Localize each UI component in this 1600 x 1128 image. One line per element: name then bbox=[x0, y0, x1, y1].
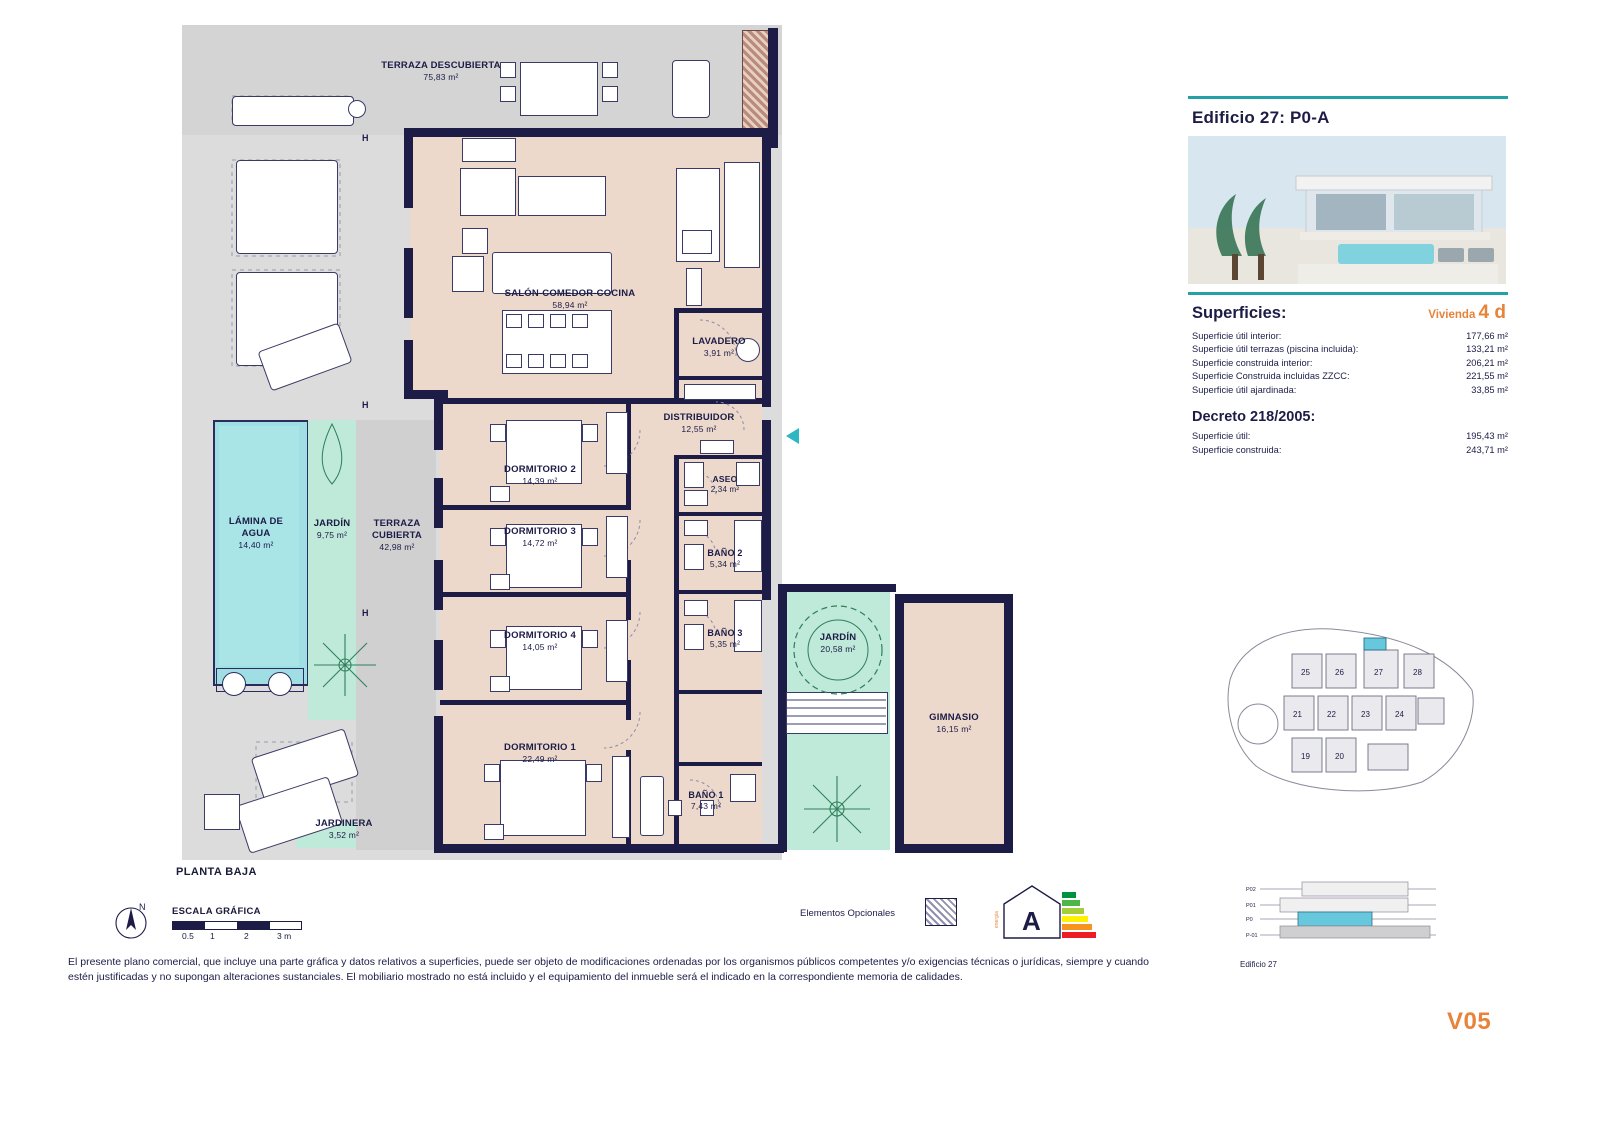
svg-text:27: 27 bbox=[1374, 668, 1383, 677]
wall bbox=[434, 560, 443, 610]
table-row: Superficie útil: 195,43 m² bbox=[1192, 431, 1508, 442]
room-label-bano-2: BAÑO 2 5,34 m² bbox=[707, 548, 743, 570]
armchair bbox=[460, 168, 516, 216]
building-title: Edificio 27: P0-A bbox=[1192, 108, 1330, 127]
sun-lounger bbox=[236, 160, 338, 254]
sink bbox=[684, 520, 708, 536]
wall bbox=[434, 716, 443, 852]
svg-text:26: 26 bbox=[1335, 668, 1344, 677]
svg-text:21: 21 bbox=[1293, 710, 1302, 719]
wall bbox=[676, 455, 762, 459]
nightstand bbox=[490, 574, 510, 590]
wall bbox=[895, 594, 1013, 603]
dining-chair bbox=[506, 354, 522, 368]
outdoor-armchair bbox=[672, 60, 710, 118]
dining-chair bbox=[506, 314, 522, 328]
coffee-table bbox=[518, 176, 606, 216]
room-label-jardin-interior: JARDÍN 20,58 m² bbox=[819, 632, 857, 654]
side-table bbox=[348, 100, 366, 118]
room-label-dormitorio-4: DORMITORIO 4 14,05 m² bbox=[504, 630, 576, 652]
room-label-terraza-descubierta: TERRAZA DESCUBIERTA 75,83 m² bbox=[381, 60, 501, 82]
surfaces-title: Superficies: bbox=[1192, 304, 1287, 322]
energy-rating-badge bbox=[992, 884, 1097, 940]
table-row: Superficie útil interior: 177,66 m² bbox=[1192, 331, 1508, 341]
outdoor-dining-table bbox=[520, 62, 598, 116]
site-map bbox=[1222, 620, 1482, 800]
pool-light bbox=[268, 672, 292, 696]
room-label-terraza-cubierta: TERRAZA CUBIERTA 42,98 m² bbox=[372, 518, 422, 552]
wall bbox=[434, 640, 443, 690]
room-label-bano-3: BAÑO 3 5,35 m² bbox=[707, 628, 743, 650]
outdoor-shower bbox=[204, 794, 240, 830]
console-table bbox=[462, 138, 516, 162]
outdoor-chair bbox=[602, 62, 618, 78]
outdoor-chair bbox=[602, 86, 618, 102]
room-label-salon: SALÓN-COMEDOR-COCINA 58,94 m² bbox=[504, 288, 636, 310]
table-row: Superficie Construida incluidas ZZCC: 221,55 m² bbox=[1192, 371, 1508, 382]
wc-counter bbox=[700, 440, 734, 454]
room-label-dormitorio-3: DORMITORIO 3 14,72 m² bbox=[504, 526, 576, 548]
room-label-lavadero: LAVADERO 3,91 m² bbox=[692, 336, 746, 358]
dining-chair bbox=[550, 314, 566, 328]
shrub-icon bbox=[312, 418, 352, 488]
svg-text:24: 24 bbox=[1395, 710, 1404, 719]
table-row: Superficie construida interior: 206,21 m² bbox=[1192, 357, 1508, 368]
site-highlight bbox=[1364, 638, 1386, 650]
dining-chair bbox=[572, 354, 588, 368]
plan-level-label: PLANTA BAJA bbox=[176, 866, 257, 878]
palm-icon bbox=[800, 772, 874, 846]
wall bbox=[434, 478, 443, 528]
wall bbox=[440, 700, 630, 705]
section-diagram bbox=[1240, 878, 1470, 968]
wall bbox=[762, 420, 771, 600]
wall bbox=[440, 505, 630, 510]
nightstand bbox=[490, 424, 506, 442]
building-render-image bbox=[1188, 136, 1506, 284]
divider bbox=[1188, 292, 1508, 295]
disclaimer-text: El presente plano comercial, que incluye una parte gráfica y datos relativos a superficies, puede ser objeto de modificaciones ordenadas por los organismos públicos competentes y/o exigencias técnicas o jurídicas, siempre y cuando estén justificadas y no supongan alteraciones sustanciales. El mobiliario mostrado no está incluido y el equipamiento del inmueble será el indicado en la correspondiente memoria de calidades. bbox=[68, 956, 1149, 984]
marker-h: H bbox=[362, 133, 369, 143]
wall bbox=[440, 592, 630, 597]
marker-h: H bbox=[362, 608, 369, 618]
wall bbox=[676, 590, 762, 594]
bathtub bbox=[640, 776, 664, 836]
svg-text:A: A bbox=[1022, 906, 1041, 936]
kitchen-sink bbox=[682, 230, 712, 254]
svg-text:25: 25 bbox=[1301, 668, 1310, 677]
wall bbox=[676, 376, 762, 380]
table-row: Superficie útil ajardinada: 33,85 m² bbox=[1192, 384, 1508, 395]
palm-icon bbox=[310, 630, 380, 700]
svg-text:23: 23 bbox=[1361, 710, 1370, 719]
scale-ticks: 0.5 1 2 3 m bbox=[182, 931, 292, 941]
nightstand bbox=[582, 424, 598, 442]
surfaces-table bbox=[1192, 330, 1508, 397]
wall bbox=[404, 340, 413, 396]
kitchen-island bbox=[724, 162, 760, 268]
svg-text:19: 19 bbox=[1301, 752, 1310, 761]
room-label-bano-1: BAÑO 1 7,43 m² bbox=[688, 790, 724, 812]
scale-title: ESCALA GRÁFICA bbox=[172, 906, 261, 917]
decree-title: Decreto 218/2005: bbox=[1192, 409, 1316, 426]
table-row: Superficie útil terrazas (piscina incluida): 133,21 m² bbox=[1192, 344, 1508, 355]
north-arrow-icon bbox=[108, 898, 154, 944]
svg-text:P0: P0 bbox=[1246, 917, 1253, 923]
wall bbox=[762, 137, 771, 407]
wall bbox=[404, 128, 778, 137]
graphic-scale bbox=[172, 906, 302, 943]
dining-chair bbox=[550, 354, 566, 368]
room-label-lamina-agua: LÁMINA DE AGUA 14,40 m² bbox=[228, 516, 284, 550]
svg-text:energía: energía bbox=[994, 911, 1000, 928]
svg-text:28: 28 bbox=[1413, 668, 1422, 677]
room-label-dormitorio-2: DORMITORIO 2 14,39 m² bbox=[504, 464, 576, 486]
nightstand bbox=[586, 764, 602, 782]
dining-chair bbox=[572, 314, 588, 328]
bed bbox=[500, 760, 586, 836]
room-label-gimnasio: GIMNASIO 16,15 m² bbox=[929, 712, 979, 734]
outdoor-sofa bbox=[232, 96, 354, 126]
pool-light bbox=[222, 672, 246, 696]
svg-text:P02: P02 bbox=[1246, 887, 1256, 893]
room-label-jardinera: JARDINERA 3,52 m² bbox=[315, 818, 373, 840]
info-panel bbox=[1188, 96, 1508, 457]
wall bbox=[676, 512, 762, 516]
dining-chair bbox=[528, 354, 544, 368]
wall bbox=[676, 690, 762, 694]
section-caption: Edificio 27 bbox=[1240, 960, 1277, 969]
outdoor-chair bbox=[500, 86, 516, 102]
svg-text:N: N bbox=[139, 902, 146, 912]
wardrobe bbox=[612, 756, 630, 838]
wall bbox=[434, 844, 784, 853]
divider bbox=[1188, 96, 1508, 99]
entrance-arrow-icon bbox=[786, 428, 799, 444]
room-label-aseo: ASEO 2,34 m² bbox=[710, 474, 740, 494]
wall bbox=[895, 844, 1013, 853]
scale-bar bbox=[172, 921, 302, 930]
laundry-counter bbox=[684, 384, 756, 400]
wall bbox=[404, 128, 413, 208]
table-row: Superficie construida: 243,71 m² bbox=[1192, 444, 1508, 455]
room-label-jardin: JARDÍN 9,75 m² bbox=[313, 518, 351, 540]
sink bbox=[684, 600, 708, 616]
room-label-distribuidor: DISTRIBUIDOR 12,55 m² bbox=[663, 412, 735, 434]
side-table bbox=[462, 228, 488, 254]
nightstand bbox=[490, 486, 510, 502]
room-label-dormitorio-1: DORMITORIO 1 22,49 m² bbox=[504, 742, 576, 764]
wall bbox=[786, 584, 896, 592]
decree-table bbox=[1192, 430, 1508, 457]
wall bbox=[676, 762, 762, 766]
nightstand bbox=[484, 824, 504, 840]
surfaces-header bbox=[1192, 302, 1506, 324]
svg-text:P01: P01 bbox=[1246, 903, 1256, 909]
svg-text:22: 22 bbox=[1327, 710, 1336, 719]
marker-h: H bbox=[362, 400, 369, 410]
optional-elements-swatch bbox=[925, 898, 957, 926]
wall bbox=[404, 248, 413, 318]
dwelling-type: Vivienda 4 d bbox=[1428, 302, 1506, 323]
armchair bbox=[452, 256, 484, 292]
svg-text:P-01: P-01 bbox=[1246, 933, 1258, 939]
dining-chair bbox=[528, 314, 544, 328]
sheet-code: V05 bbox=[1447, 1008, 1492, 1035]
nightstand bbox=[490, 676, 510, 692]
svg-text:20: 20 bbox=[1335, 752, 1344, 761]
optional-elements-label: Elementos Opcionales bbox=[800, 908, 896, 919]
nightstand bbox=[484, 764, 500, 782]
